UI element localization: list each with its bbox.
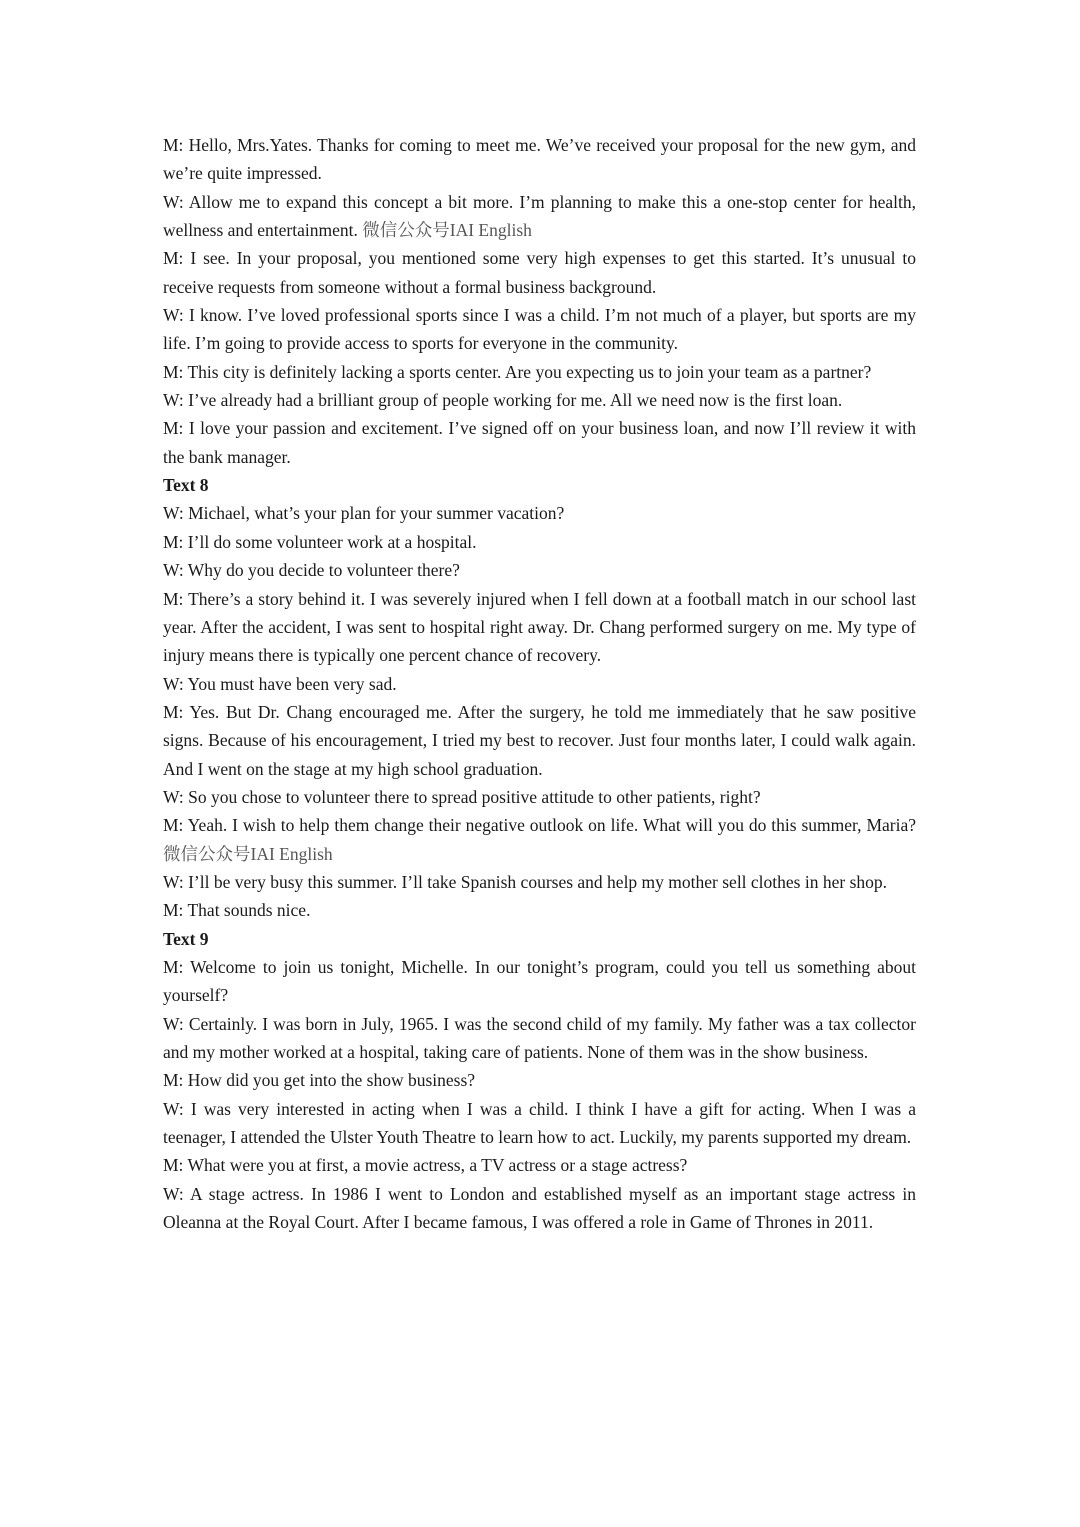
section-heading: Text 9 <box>163 928 209 949</box>
dialogue-line: W: I’ll be very busy this summer. I’ll take Spanish courses and help my mother sell clothes in her shop. <box>163 871 888 892</box>
dialogue-line: W: Certainly. I was born in July, 1965. I was the second child of my family. My father was a tax collector and my mother worked at a hospital, taking care of patients. None of them was in the show business. <box>163 1013 916 1062</box>
dialogue-line: W: I was very interested in acting when I was a child. I think I have a gift for acting. When I was a teenager, I attended the Ulster Youth Theatre to learn how to act. Luckily, my parents supported my dream. <box>163 1098 916 1148</box>
dialogue-line: W: I know. I’ve loved professional sports since I was a child. I’m not much of a player, but sports are my life. I’m going to provide access to sports for everyone in the community. <box>163 305 916 354</box>
dialogue-line: M: Hello, Mrs.Yates. Thanks for coming to meet me. We’ve received your proposal for the new gym, and we’re quite impressed. <box>163 135 916 184</box>
dialogue-text: W: Allow me to expand this concept a bit more. I’m planning to make this a one-stop center for health, wellness and entertainment. <box>163 191 916 241</box>
dialogue-line <box>163 811 916 868</box>
dialogue-line: W: A stage actress. In 1986 I went to London and established myself as an important stage actress in Oleanna at the Royal Court. After I became famous, I was offered a role in Game of Thrones in 2011. <box>163 1183 916 1233</box>
dialogue-line: M: This city is definitely lacking a sports center. Are you expecting us to join your team as a partner? <box>163 361 872 382</box>
dialogue-line: M: Yes. But Dr. Chang encouraged me. After the surgery, he told me immediately that he saw positive signs. Because of his encouragement, I tried my best to recover. Just four months later, I could walk again. And I went on the stage at my high school graduation. <box>163 701 916 779</box>
dialogue-line: M: I love your passion and excitement. I’ve signed off on your business loan, and now I’ll review it with the bank manager. <box>163 418 916 467</box>
dialogue-line: W: You must have been very sad. <box>163 673 397 694</box>
dialogue-line: M: What were you at first, a movie actress, a TV actress or a stage actress? <box>163 1155 688 1176</box>
dialogue-line: M: I’ll do some volunteer work at a hospital. <box>163 531 477 552</box>
dialogue-line: M: How did you get into the show business? <box>163 1070 476 1091</box>
dialogue-line: M: That sounds nice. <box>163 900 311 921</box>
watermark-text: 微信公众号IAI English <box>362 220 532 241</box>
dialogue-line: W: So you chose to volunteer there to spread positive attitude to other patients, right? <box>163 786 761 807</box>
dialogue-text: M: Yeah. I wish to help them change their negative outlook on life. What will you do this summer, Maria? <box>163 815 916 836</box>
dialogue-line: M: There’s a story behind it. I was severely injured when I fell down at a football match in our school last year. After the accident, I was sent to hospital right away. Dr. Chang performed surgery on me. My type of injury means there is typically one percent chance of recovery. <box>163 588 916 666</box>
dialogue-line: M: I see. In your proposal, you mentioned some very high expenses to get this started. It’s unusual to receive requests from someone without a formal business background. <box>163 248 916 297</box>
dialogue-line <box>163 188 916 245</box>
watermark-text: 微信公众号IAI English <box>163 843 333 864</box>
document-page <box>163 131 916 1236</box>
dialogue-line: W: Michael, what’s your plan for your summer vacation? <box>163 503 565 524</box>
dialogue-line: W: Why do you decide to volunteer there? <box>163 560 460 581</box>
dialogue-line: W: I’ve already had a brilliant group of people working for me. All we need now is the first loan. <box>163 390 843 411</box>
dialogue-line: M: Welcome to join us tonight, Michelle. In our tonight’s program, could you tell us something about yourself? <box>163 956 916 1006</box>
section-heading: Text 8 <box>163 475 209 496</box>
